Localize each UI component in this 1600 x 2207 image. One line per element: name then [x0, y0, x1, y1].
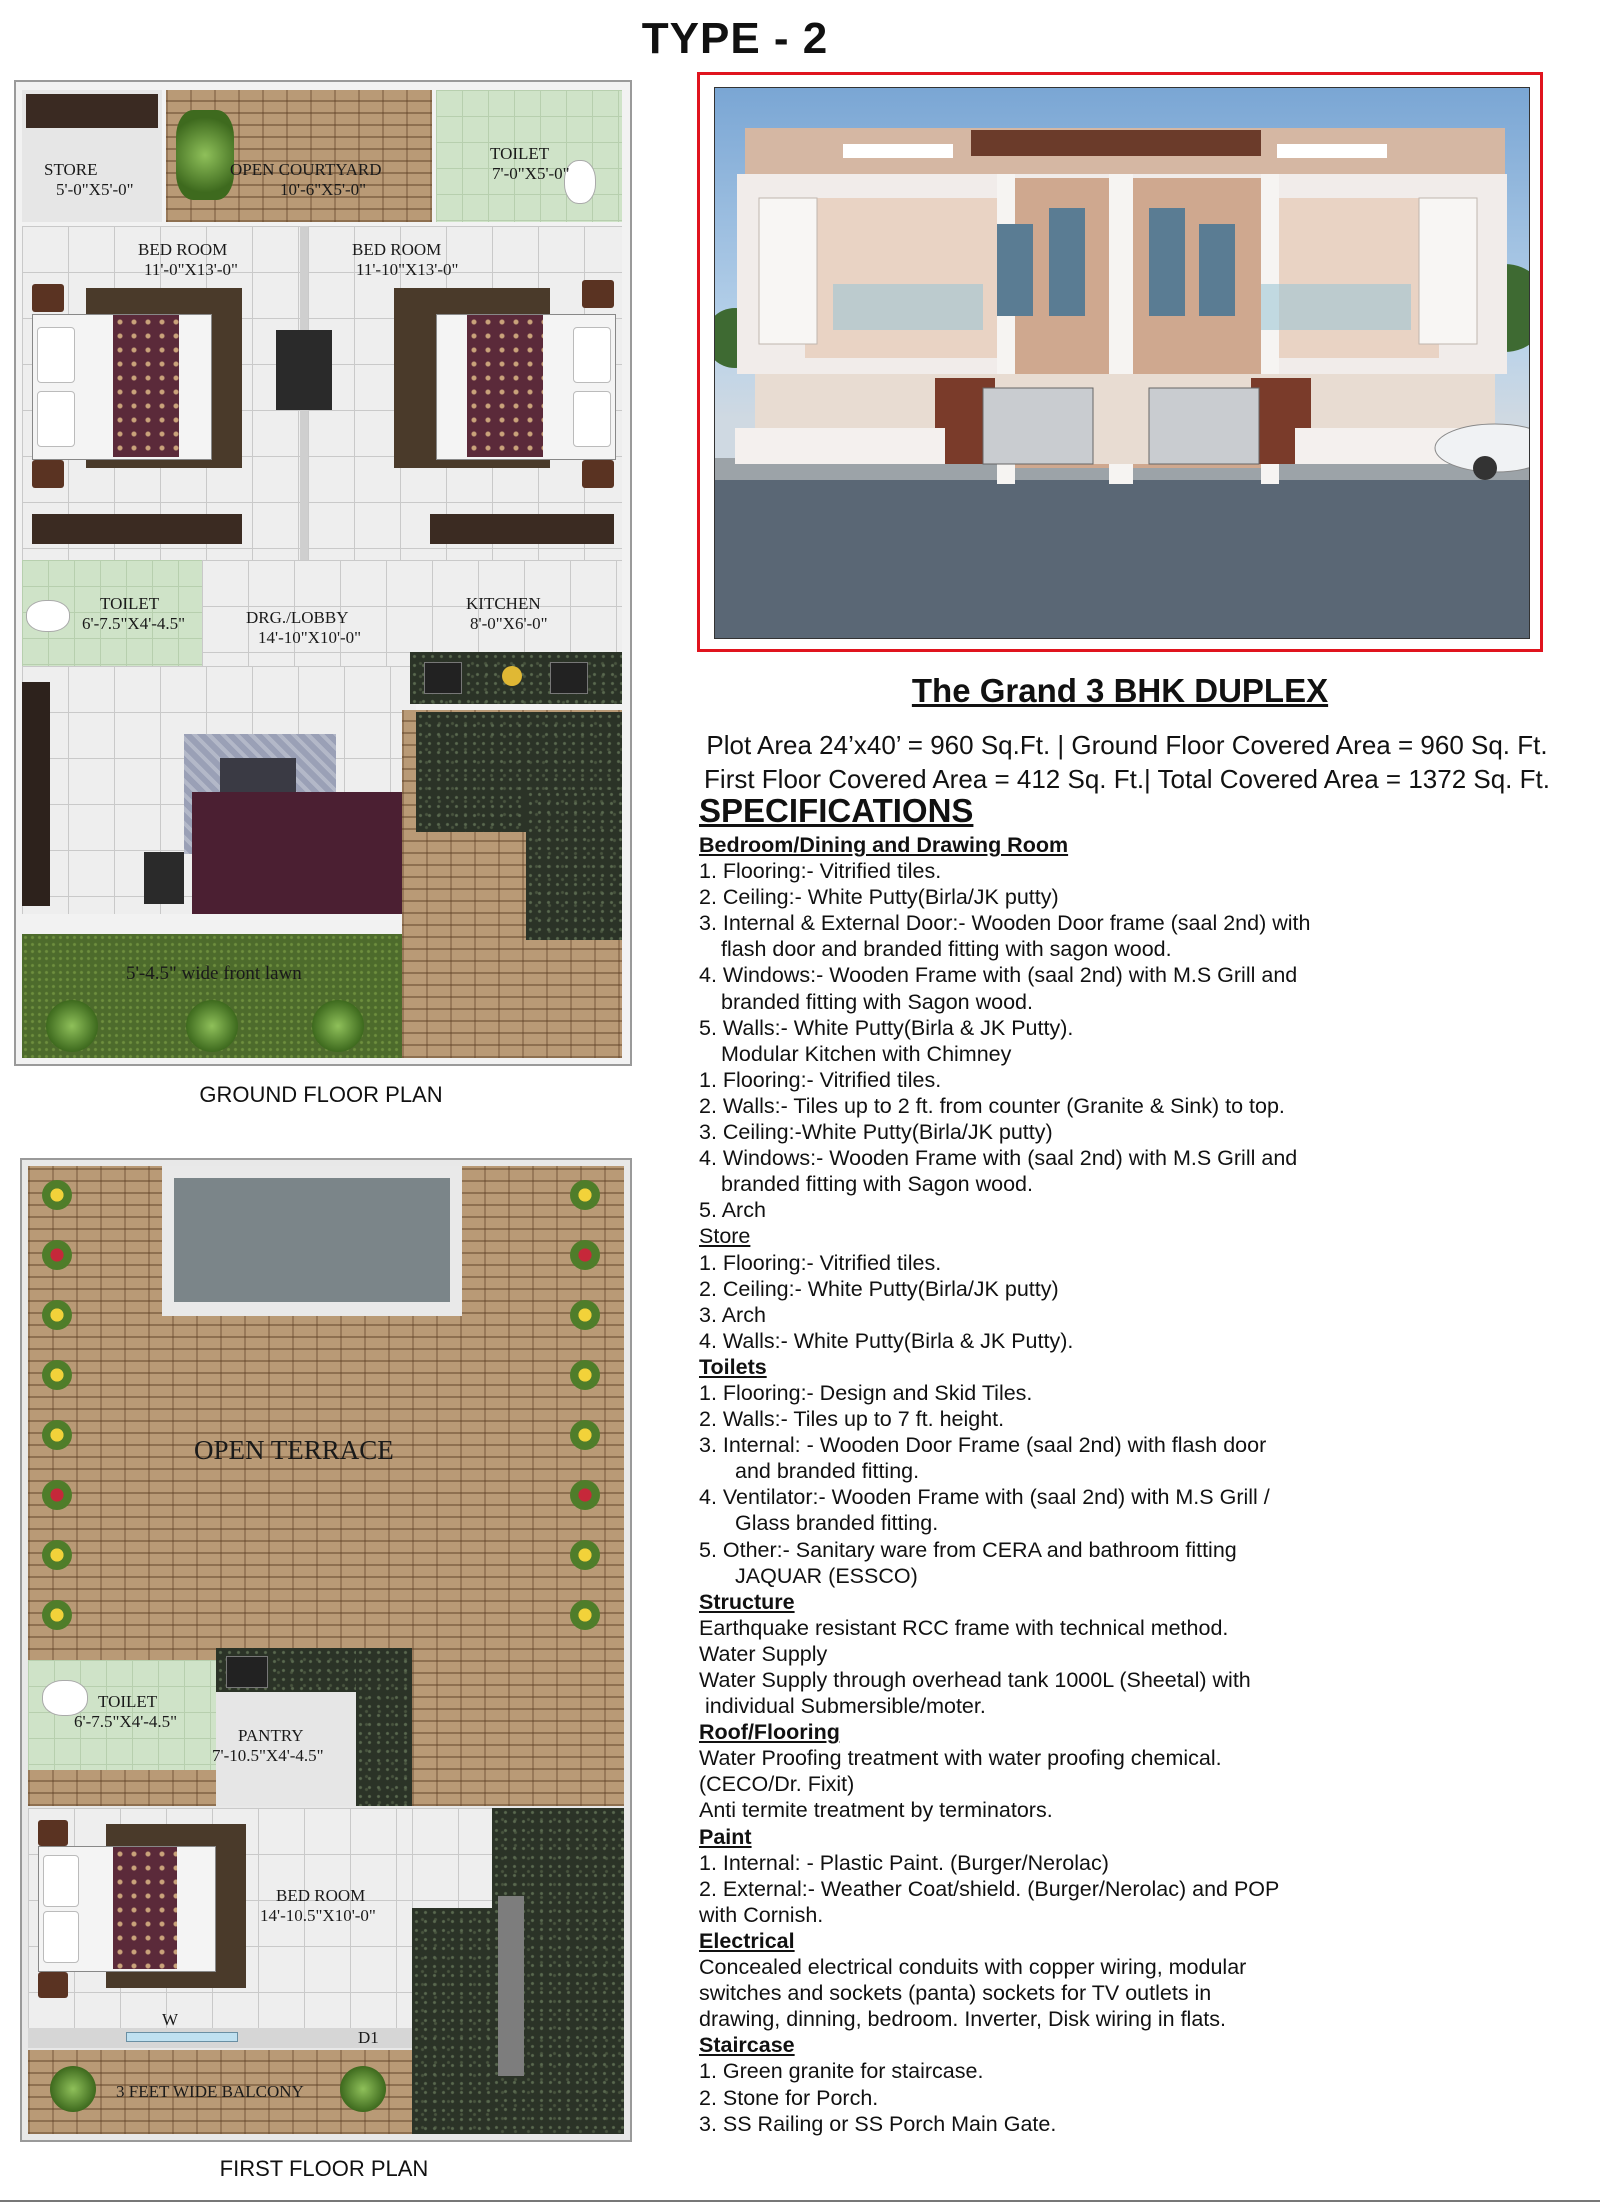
planter-icon: [570, 1420, 600, 1450]
planter-icon: [42, 1300, 72, 1330]
spec-line: 5. Walls:- White Putty(Birla & JK Putty).: [699, 1015, 1074, 1040]
bedroom-right-size: 11'-10"X13'-0": [356, 260, 459, 279]
spec-line: Water Proofing treatment with water proofing chemical.: [699, 1746, 1222, 1771]
spec-line: switches and sockets (panta) sockets for TV outlets in: [699, 1981, 1212, 2006]
section-water-title: Water Supply: [699, 1641, 828, 1666]
lawn-shrub: [312, 1000, 364, 1052]
planter-icon: [42, 1240, 72, 1270]
lobby-size: 14'-10"X10'-0": [258, 628, 362, 647]
specifications-list: [699, 832, 1579, 2137]
spec-line: branded fitting with Sagon wood.: [721, 989, 1033, 1014]
nightstand: [38, 1972, 68, 1998]
planter-icon: [570, 1540, 600, 1570]
mid-toilet-label: TOILET: [100, 594, 160, 613]
spec-line: 3. Internal & External Door:- Wooden Door frame (saal 2nd) with: [699, 911, 1311, 936]
spec-line: Glass branded fitting.: [735, 1511, 939, 1536]
lawn-shrub: [186, 1000, 238, 1052]
wc-icon: [26, 600, 70, 632]
planter-icon: [570, 1300, 600, 1330]
stair-landing: [412, 1808, 492, 1908]
planter-icon: [570, 1180, 600, 1210]
spec-line: 3. Arch: [699, 1302, 766, 1327]
sink-icon: [550, 662, 588, 694]
lobby-label: DRG./LOBBY: [246, 608, 349, 627]
bowl-icon: [502, 666, 522, 686]
pantry-size: 7'-10.5"X4'-4.5": [212, 1746, 324, 1765]
planter-icon: [42, 1360, 72, 1390]
spec-line: 3. Ceiling:-White Putty(Birla/JK putty): [699, 1120, 1053, 1145]
spec-line: Earthquake resistant RCC frame with technical method.: [699, 1615, 1229, 1640]
spec-line: 1. Internal: - Plastic Paint. (Burger/Nerolac): [699, 1850, 1109, 1875]
bedroom-left-size: 11'-0"X13'-0": [144, 260, 238, 279]
mid-toilet-size: 6'-7.5"X4'-4.5": [82, 614, 186, 633]
spec-line: 1. Flooring:- Design and Skid Tiles.: [699, 1380, 1033, 1405]
area-line-1: Plot Area 24’x40’ = 960 Sq.Ft. | Ground Floor Covered Area = 960 Sq. Ft.: [706, 730, 1548, 760]
spec-line: 2. Ceiling:- White Putty(Birla/JK putty): [699, 1276, 1059, 1301]
skylight: [162, 1166, 462, 1316]
spec-line: 4. Windows:- Wooden Frame with (saal 2nd) with M.S Grill and: [699, 963, 1298, 988]
spec-line: Concealed electrical conduits with copper wiring, modular: [699, 1955, 1247, 1980]
nightstand: [582, 460, 614, 488]
skylight-glass: [174, 1178, 450, 1302]
store-room: [22, 90, 162, 222]
spec-line: 3. SS Railing or SS Porch Main Gate.: [699, 2111, 1057, 2136]
spec-line: 1. Green granite for staircase.: [699, 2059, 984, 2084]
window-glass: [126, 2032, 238, 2042]
area-line-2: First Floor Covered Area = 412 Sq. Ft.| Total Covered Area = 1372 Sq. Ft.: [704, 764, 1550, 794]
nightstand: [32, 460, 64, 488]
nightstand: [32, 284, 64, 312]
section-bedroom-title: Bedroom/Dining and Drawing Room: [699, 833, 1069, 857]
spec-line: 5. Other:- Sanitary ware from CERA and bathroom fitting: [699, 1537, 1237, 1562]
planter-icon: [570, 1240, 600, 1270]
ff-bedroom-bed: [38, 1846, 216, 1972]
ff-bedroom-label: BED ROOM: [276, 1886, 366, 1905]
wc-icon: [42, 1680, 88, 1716]
specifications-heading: SPECIFICATIONS: [699, 792, 974, 829]
first-floor-caption: FIRST FLOOR PLAN: [219, 2156, 429, 2181]
spec-line: Anti termite treatment by terminators.: [699, 1798, 1053, 1823]
spec-line: 2. Walls:- Tiles up to 2 ft. from counter (Granite & Sink) to top.: [699, 1093, 1285, 1118]
planter-icon: [570, 1360, 600, 1390]
sofa: [192, 792, 410, 914]
kitchen-label: KITCHEN: [466, 594, 541, 613]
store-label: STORE: [44, 160, 98, 179]
spec-line: 3. Internal: - Wooden Door Frame (saal 2nd) with flash door: [699, 1433, 1267, 1458]
ground-floor-plan: [14, 80, 632, 1066]
page-title: TYPE - 2: [641, 14, 829, 63]
bedroom-right-bed: [436, 314, 616, 460]
staircase: [412, 1908, 492, 2134]
planter-icon: [570, 1480, 600, 1510]
spec-line: 2. Walls:- Tiles up to 7 ft. height.: [699, 1407, 1005, 1432]
ground-floor-caption: GROUND FLOOR PLAN: [199, 1082, 443, 1107]
project-title: The Grand 3 BHK DUPLEX: [911, 672, 1329, 709]
spec-line: 4. Windows:- Wooden Frame with (saal 2nd) with M.S Grill and: [699, 1146, 1298, 1171]
section-roof-title: Roof/Flooring: [699, 1720, 840, 1745]
courtyard-floor: [166, 90, 432, 222]
spec-line: 1. Flooring:- Vitrified tiles.: [699, 1250, 942, 1275]
planter-icon: [42, 1540, 72, 1570]
elevation-frame: [697, 72, 1543, 652]
spec-line: drawing, dinning, bedroom. Inverter, Disk wiring in flats.: [699, 2007, 1226, 2032]
bedroom-left-label: BED ROOM: [138, 240, 228, 259]
balcony-plant: [340, 2066, 386, 2112]
spec-line: 4. Walls:- White Putty(Birla & JK Putty).: [699, 1328, 1074, 1353]
store-size: 5'-0"X5'-0": [56, 180, 134, 199]
spec-line: 2. External:- Weather Coat/shield. (Burger/Nerolac) and POP: [699, 1876, 1280, 1901]
stove-icon: [226, 1656, 268, 1688]
bedroom-right-label: BED ROOM: [352, 240, 442, 259]
kitchen-size: 8'-0"X6'-0": [470, 614, 548, 633]
spec-line: 5. Arch: [699, 1198, 766, 1223]
spec-line: and branded fitting.: [735, 1459, 920, 1484]
section-kitchen-title: Modular Kitchen with Chimney: [721, 1041, 1012, 1066]
lawn-shrub: [46, 1000, 98, 1052]
spec-line: individual Submersible/moter.: [705, 1694, 986, 1719]
planter-icon: [42, 1180, 72, 1210]
courtyard-size: 10'-6"X5'-0": [280, 180, 367, 199]
planter-icon: [42, 1420, 72, 1450]
spec-line: 2. Stone for Porch.: [699, 2085, 879, 2110]
spec-line: JAQUAR (ESSCO): [735, 1563, 918, 1588]
section-paint-title: Paint: [699, 1824, 752, 1849]
planter-icon: [42, 1480, 72, 1510]
stove-icon: [424, 662, 462, 694]
spec-line: flash door and branded fitting with sagon wood.: [721, 937, 1172, 962]
front-lawn: [22, 934, 402, 1058]
section-toilets-title: Toilets: [699, 1354, 767, 1379]
bottom-rule: [0, 2200, 1600, 2202]
dresser: [430, 514, 614, 544]
section-staircase-title: Staircase: [699, 2033, 795, 2058]
section-electrical-title: Electrical: [699, 1928, 795, 1953]
spec-line: 1. Flooring:- Vitrified tiles.: [699, 859, 942, 884]
door-mark: D1: [358, 2028, 379, 2047]
top-toilet-size: 7'-0"X5'-0": [492, 164, 570, 183]
spec-line: branded fitting with Sagon wood.: [721, 1172, 1033, 1197]
duplex-elevation-image: [715, 88, 1529, 638]
spec-line: Water Supply through overhead tank 1000L (Sheetal) with: [699, 1668, 1251, 1692]
balcony-label: 3 FEET WIDE BALCONY: [116, 2082, 304, 2101]
stair-rail: [498, 1896, 524, 2076]
section-store-title: Store: [699, 1224, 751, 1249]
lawn-label: 5'-4.5" wide front lawn: [126, 963, 302, 984]
terrace-label: OPEN TERRACE: [194, 1435, 394, 1465]
elevation-render: [714, 87, 1530, 639]
planter-icon: [570, 1600, 600, 1630]
balcony-plant: [50, 2066, 96, 2112]
ff-toilet-label: TOILET: [98, 1692, 158, 1711]
first-floor-plan: [20, 1158, 632, 2142]
section-structure-title: Structure: [699, 1589, 795, 1614]
courtyard-plant: [176, 110, 234, 200]
spec-line: 1. Flooring:- Vitrified tiles.: [699, 1067, 942, 1092]
pantry-counter: [356, 1648, 412, 1806]
nightstand: [38, 1820, 68, 1846]
bedroom-left-bed: [32, 314, 212, 460]
spec-line: 4. Ventilator:- Wooden Frame with (saal 2nd) with M.S Grill /: [699, 1485, 1270, 1510]
nightstand: [582, 280, 614, 308]
wardrobe: [276, 330, 332, 410]
pantry-label: PANTRY: [238, 1726, 304, 1745]
ff-toilet-size: 6'-7.5"X4'-4.5": [74, 1712, 178, 1731]
porch-ramp: [526, 790, 622, 940]
spec-line: (CECO/Dr. Fixit): [699, 1772, 855, 1797]
spec-line: with Cornish.: [699, 1902, 824, 1927]
dresser: [32, 514, 242, 544]
planter-icon: [42, 1600, 72, 1630]
courtyard-label: OPEN COURTYARD: [230, 160, 382, 179]
window-mark: W: [162, 2010, 179, 2029]
kitchen-counter: [410, 652, 622, 704]
tv-unit: [22, 682, 50, 906]
store-cabinet: [26, 94, 158, 128]
top-toilet-label: TOILET: [490, 144, 550, 163]
side-table: [144, 852, 184, 904]
spec-line: 2. Ceiling:- White Putty(Birla/JK putty): [699, 885, 1059, 910]
ff-bedroom-size: 14'-10.5"X10'-0": [260, 1906, 376, 1925]
